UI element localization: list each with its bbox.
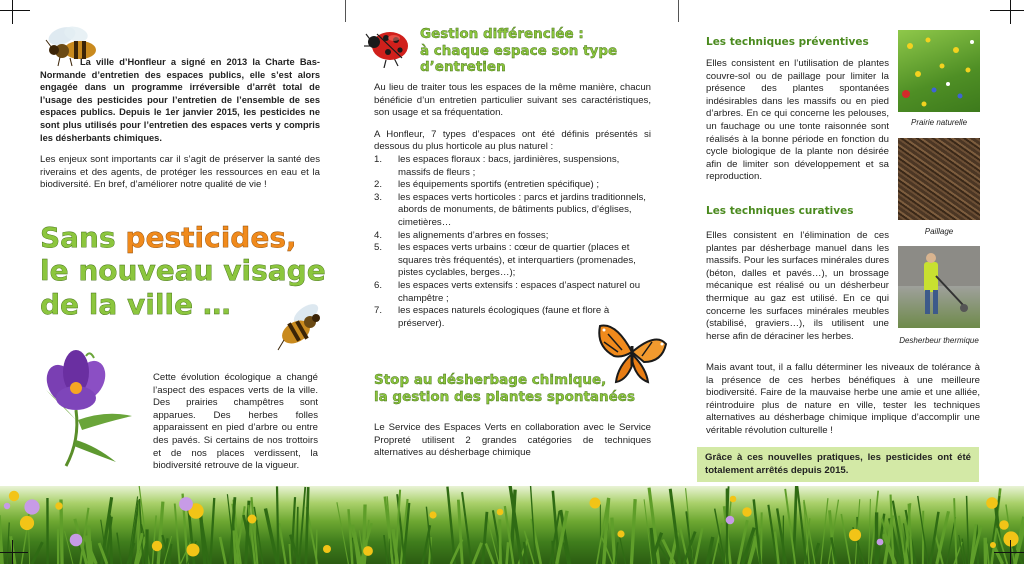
dandelion-icon [1003,531,1018,546]
grass-blade [458,500,462,564]
dandelion-icon [187,544,200,557]
grass-blade [299,487,305,564]
curative-title: Les techniques curatives [706,205,854,217]
stop-title-line-2: la gestion des plantes spontanées [374,388,635,405]
gestion-title [420,26,660,76]
ladybug-icon [364,24,414,68]
list-item: 7. les espaces naturels écologiques (faune et flore à préserver). [374,305,610,329]
dandelion-icon [20,516,34,530]
crop-mark-tr [990,10,1024,11]
grass-blade [220,537,226,564]
grass-blade [289,544,290,564]
grass-blade [32,542,42,564]
grass-blade [500,519,501,564]
grass-blade [297,507,298,564]
list-item: 5. les espaces verts urbains : cœur de quartier (places et squares très fréquentés), et interquartiers (promenades, pistes cyclables, berges…); [374,242,636,279]
tolerance-paragraph: Mais avant tout, il a fallu déterminer les niveaux de tolérance à la présence de ces herbes bénéfiques à une meilleure biodiversité. Faire de la mauvaise herbe une amie et une alliée, réintroduire plus de nature en ville, tester les techniques alternatives au désherbage chimique implique d’accomplir une véritable révolution culturelle ! [706,362,980,436]
dandelion-icon [590,498,601,509]
intro-paragraph: La ville d’Honfleur a signé en 2013 la Charte Bas-Normande d’entretien des espaces publics, elle s’est alors engagée dans un programme irréversible d’arrêt total de l’usage des pesticides pour l’entretien de l’ensemble de ses espaces publics. Depuis le 1er janvier 2015, les pesticides ne sont plus utilisés pour l’entretien des espaces verts y compris les désherbants chimiques. [40,57,320,143]
bee-icon-2 [268,298,326,356]
dandelion-icon [55,502,62,509]
grass-blade [306,487,308,564]
stop-title-line-1: Stop au désherbage chimique, [374,372,607,388]
grass-blade [473,543,482,564]
headline-line-3: de la ville … [40,288,231,321]
grass-blade [384,535,387,564]
dandelion-icon [179,497,193,511]
grass-blade [761,512,762,564]
grass-blade [355,532,359,564]
grass-blade [210,498,214,564]
grass-blade [612,518,615,564]
desherbeur-photo [898,246,980,328]
grass-blade [631,499,635,564]
dandelion-icon [849,529,861,541]
dandelion-icon [986,497,998,509]
preventive-title: Les techniques préventives [706,36,869,48]
grass-blade [277,486,278,564]
evolution-paragraph: Cette évolution écologique a changé l’aspect des espaces verts de la ville. Des prairies champêtres sont apparues. Des herbes folles apparaissent en pied d’arbre ou entre des pavés. Si certains de nos trottoirs et de nos places verdissent, la biodiversité retrouve de la vigueur. [153,372,318,472]
dandelion-icon [363,546,373,556]
preventive-paragraph: Elles consistent en l’utilisation de plantes couvre-sol ou de paillage pour limiter la présence des plantes spontanées indésirables dans les massifs ou en pied d’arbres. En ce qui concerne les pelouses, un fauchage ou une tonte raisonnée sont réalisés à la bonne période en fonction du cycle biologique de la plante non désirée afin de limiter son développement et sa reproduction. [706,58,889,183]
grass-blade [128,496,138,564]
dandelion-icon [877,539,884,546]
grass-banner [0,486,1024,564]
grass-blade [447,487,454,564]
headline-sans: Sans [40,221,126,254]
paillage-caption: Paillage [924,227,954,236]
dandelion-icon [429,511,436,518]
space-types-list [374,154,651,330]
dandelion-icon [248,515,257,524]
grass-blade [234,530,236,564]
types-intro-paragraph: A Honfleur, 7 types d’espaces ont été définis présentés si dessous du plus horticole au plus naturel : [374,128,651,153]
grass-blade [117,533,121,564]
highlight-box [697,447,979,482]
crop-mark-bl [0,552,28,553]
list-item: 1. les espaces floraux : bacs, jardinières, suspensions, massifs de fleurs ; [374,153,620,178]
dandelion-icon [323,545,331,553]
dandelion-icon [990,542,996,548]
crop-mark-br-v [1010,540,1011,564]
crocus-flower-icon [36,350,136,468]
grass-blade [363,505,365,564]
grass-blade [715,509,725,564]
grass-blade [695,528,702,564]
grass-blade [967,496,969,564]
grass-blade [152,515,156,564]
grass-blade [158,502,163,564]
stakes-paragraph: Les enjeux sont importants car il s’agit de préserver la santé des riverains et des agents, de protéger les ressources en eau et la biodiversité. En bref, d’améliorer notre qualité de vie ! [40,154,320,191]
gestion-title-line-1: Gestion différenciée : [420,26,584,42]
fold-mark-2 [678,0,679,22]
stop-title [374,372,644,405]
highlight-text: Grâce à ces nouvelles pratiques, les pesticides ont été totalement arrêtés depuis 2015. [705,452,971,476]
grass-blade [821,498,828,564]
list-item: 4. les alignements d’arbres en fosses; [374,229,549,241]
crop-mark-tl [0,10,30,11]
grass-blade [291,497,295,564]
crop-mark-tr-v [1010,0,1011,24]
dandelion-icon [726,516,735,525]
dandelion-icon [617,530,624,537]
grass-blade [337,502,348,564]
dandelion-icon [730,496,737,503]
crop-mark-br [994,552,1024,553]
grass-blade [707,537,713,564]
fold-mark-1 [345,0,346,22]
grass-blade [507,542,509,564]
desherbeur-caption: Desherbeur thermique [899,336,979,345]
list-item: 3. les espaces verts horticoles : parcs et jardins traditionnels, abords de monuments, de bâtiments publics, d’églises, cimetières… [374,191,646,228]
dandelion-icon [497,509,504,516]
dandelion-icon [4,503,10,509]
paillage-photo [898,138,980,220]
dandelion-icon [152,541,162,551]
crop-mark-tl-v [12,0,13,24]
grass-blade [841,514,850,564]
treatment-paragraph: Au lieu de traiter tous les espaces de la même manière, chacun bénéficie d’un entretien particulier suivant ses caractéristiques, son usage et sa fréquentation. [374,82,651,119]
curative-paragraph: Elles consistent en l’élimination de ces plantes par désherbage manuel dans les massifs. Pour les surfaces minérales dures (béton, dalles et pavés…), un brossage mécanique est réalisé ou un désherbeur thermique au gaz est utilisé. En ce qui concerne les surfaces minérales meubles (stabilisé, graviers…), ils utilisent une herse afin de déraciner les herbes. [706,230,889,342]
grass-blade [7,522,9,564]
list-item: 2. les équipements sportifs (entretien spécifique) ; [374,179,600,191]
grass-blade [486,543,494,564]
prairie-photo [898,30,980,112]
grass-blade [61,500,62,564]
dandelion-icon [999,520,1009,530]
grass-blade [462,492,471,564]
dandelion-icon [70,534,83,547]
list-item: 6. les espaces verts extensifs : espaces d’aspect naturel ou champêtre ; [374,279,641,304]
grass-blade [797,486,806,564]
grass-blade [279,523,285,564]
gestion-title-line-3: d’entretien [420,59,506,75]
grass-blade [175,504,180,564]
grass-blade [265,509,277,564]
grass-blade [483,512,487,564]
grass-blade [620,537,626,564]
dandelion-icon [9,491,19,501]
dandelion-icon [742,507,751,516]
gestion-title-line-2: à chaque espace son type [420,42,618,59]
service-paragraph: Le Service des Espaces Verts en collaboration avec le Service Propreté utilisent 2 grandes catégories de techniques alternatives au désherbage chimique [374,422,651,459]
prairie-caption: Prairie naturelle [910,118,968,127]
crop-mark-bl-v [12,540,13,564]
grass-blade [869,499,871,564]
headline-pesticides: pesticides, [125,221,297,254]
grass-blade [954,498,956,564]
dandelion-icon [24,499,39,514]
headline-line-2: le nouveau visage [40,254,326,287]
